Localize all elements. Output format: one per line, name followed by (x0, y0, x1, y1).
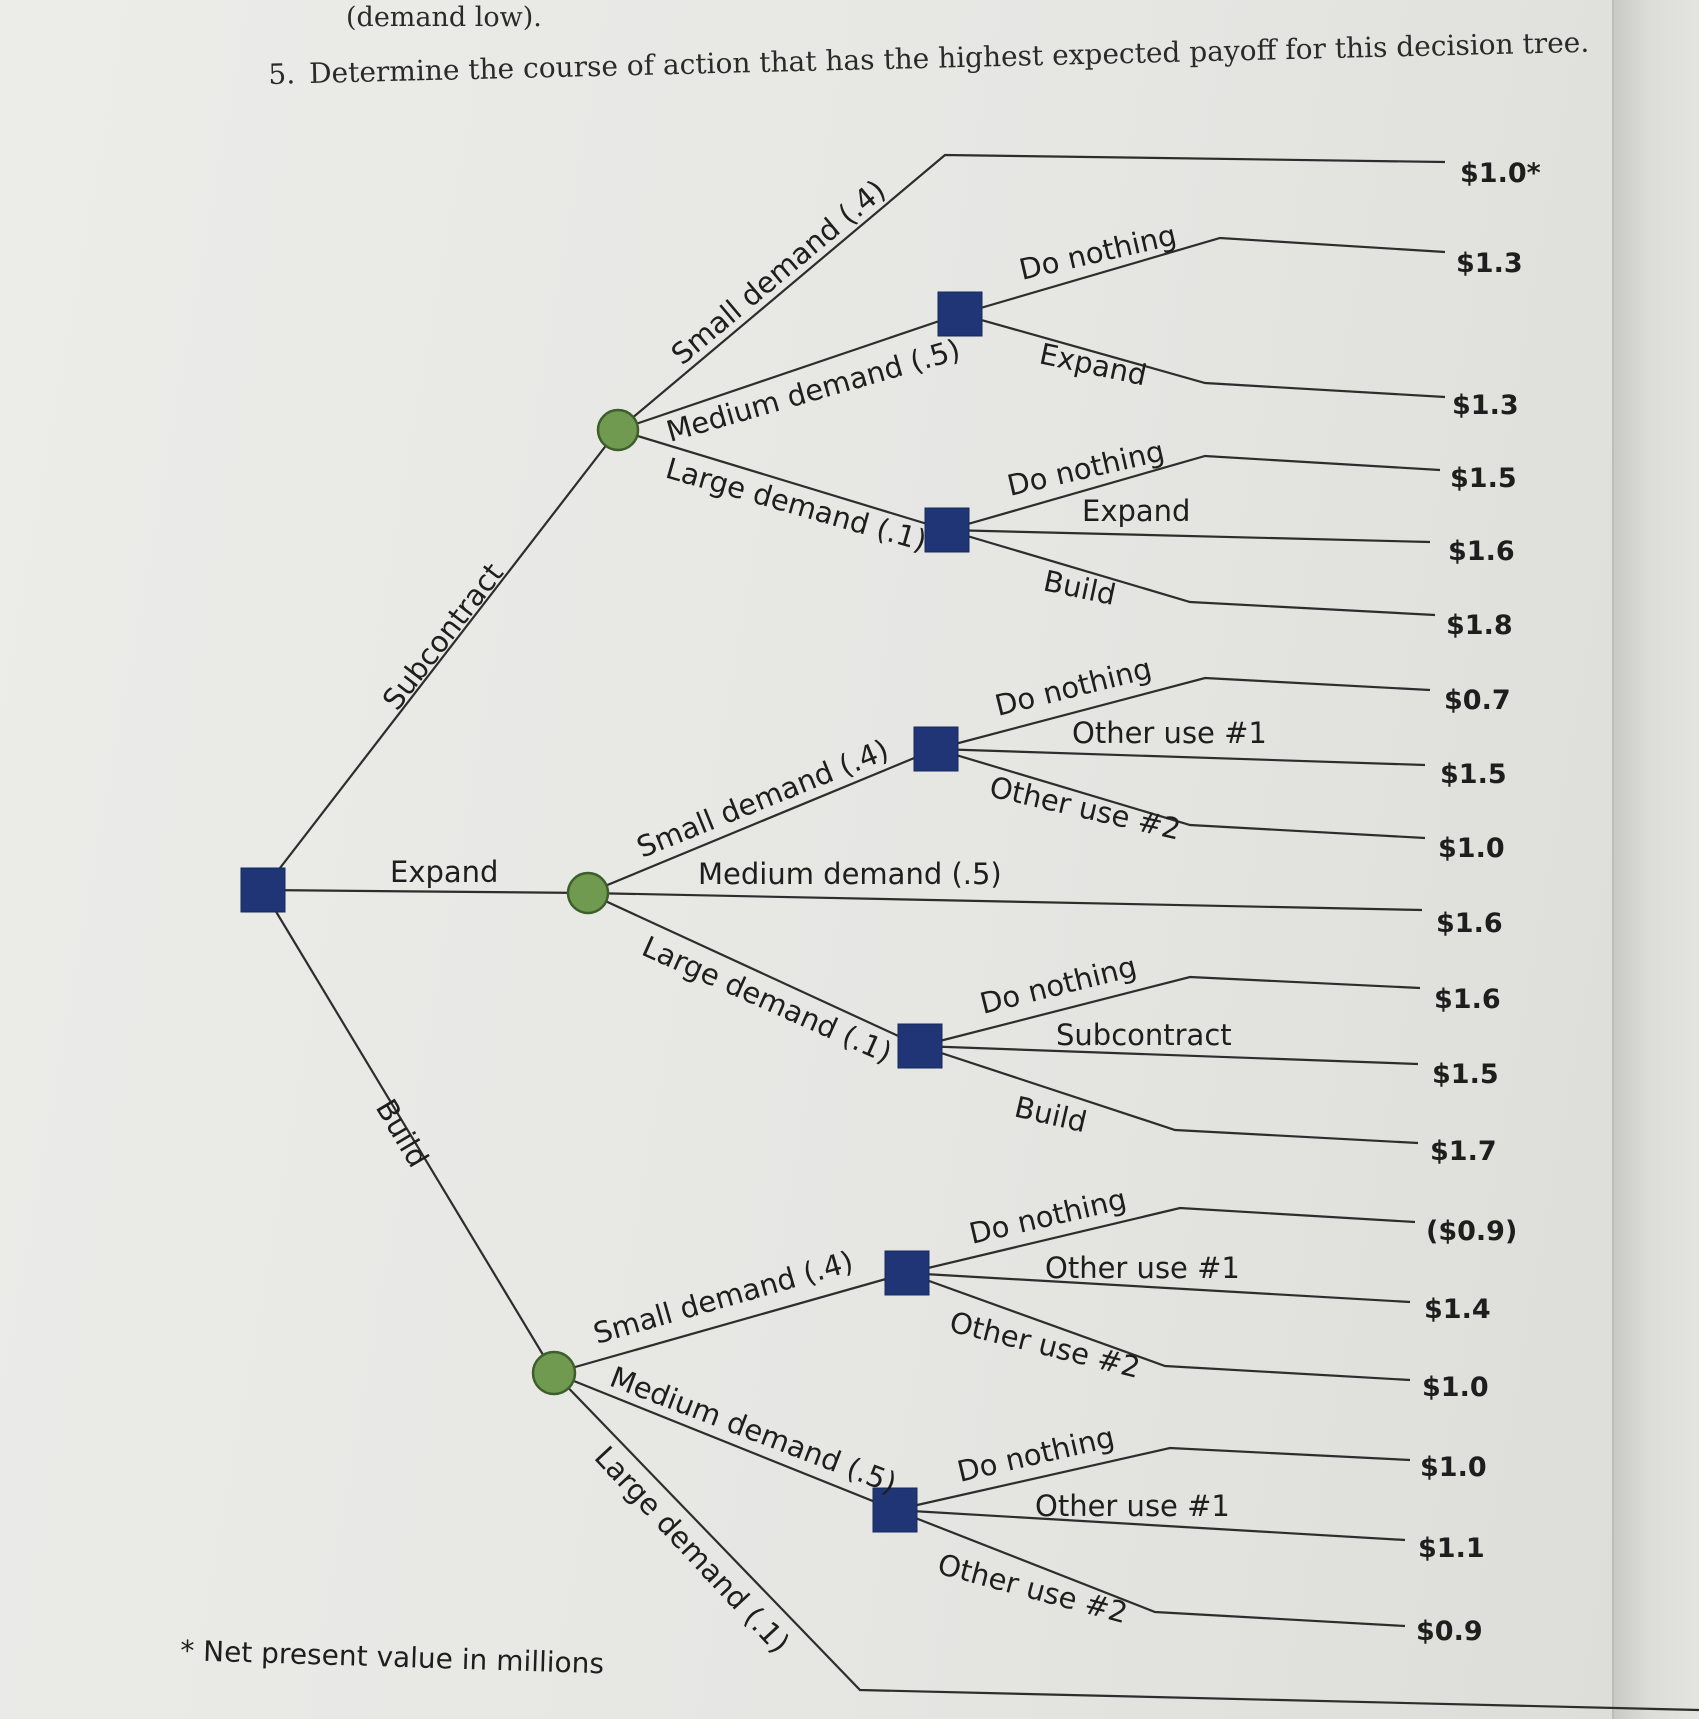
payoff-value: $1.5 (1432, 1059, 1499, 1090)
payoff-value: $1.1 (1418, 1533, 1485, 1564)
label-exp-large-build: Build (1011, 1089, 1091, 1140)
payoff-value: $1.8 (1446, 610, 1513, 641)
label-root-subcontract: Subcontract (375, 556, 510, 717)
previous-question-fragment: (demand low). (346, 2, 542, 33)
label-sub-large-build: Build (1040, 563, 1119, 612)
label-sub-med-donothing: Do nothing (1015, 217, 1180, 287)
label-bld-small-other2: Other use #2 (946, 1304, 1144, 1385)
payoff-value: ($0.9) (1426, 1216, 1518, 1247)
label-sub-medium: Medium demand (.5) (662, 332, 964, 449)
edge-bld-medium (554, 1373, 895, 1510)
sub-large-decision-node (925, 508, 969, 552)
build-chance-node (533, 1352, 575, 1394)
label-sub-large-donothing: Do nothing (1003, 433, 1168, 503)
label-bld-medium: Medium demand (.5) (605, 1359, 902, 1501)
edge-sub-large-build (947, 530, 1435, 615)
payoff-value: $1.3 (1452, 390, 1519, 421)
payoff-value: $1.0* (1460, 158, 1541, 189)
label-exp-large-subcontract: Subcontract (1056, 1018, 1232, 1052)
expand-chance-node (568, 873, 608, 913)
root-decision-node (241, 868, 285, 912)
bld-small-decision-node (885, 1251, 929, 1295)
payoff-value: $1.6 (1448, 536, 1515, 567)
edge-sub-large-expand (947, 530, 1430, 542)
payoff-value: $1.6 (1436, 908, 1503, 939)
exp-small-decision-node (914, 727, 958, 771)
label-sub-large-expand: Expand (1082, 494, 1191, 528)
payoff-value: $1.5 (1440, 759, 1507, 790)
payoff-value: $1.6 (1434, 984, 1501, 1015)
label-exp-small: Small demand (.4) (631, 732, 894, 865)
payoff-value: $0.7 (1444, 685, 1511, 716)
payoff-value: $1.0 (1438, 833, 1505, 864)
edge-sub-med-expand (960, 314, 1445, 397)
label-bld-large: Large demand (.1) (587, 1439, 797, 1660)
label-exp-medium: Medium demand (.5) (698, 857, 1002, 891)
label-sub-med-expand: Expand (1036, 336, 1150, 393)
label-bld-small-other1: Other use #1 (1045, 1251, 1240, 1285)
label-root-expand: Expand (390, 855, 499, 889)
edge-exp-large (588, 893, 920, 1046)
label-exp-small-other2: Other use #2 (986, 769, 1184, 847)
payoff-value: $1.0 (1422, 1372, 1489, 1403)
label-exp-small-other1: Other use #1 (1072, 716, 1267, 750)
sub-medium-decision-node (938, 292, 982, 336)
payoff-value: $0.9 (1416, 1616, 1483, 1647)
edge-exp-small-other1 (936, 749, 1425, 765)
label-bld-small-donothing: Do nothing (965, 1181, 1130, 1251)
exp-large-decision-node (898, 1024, 942, 1068)
label-root-build: Build (368, 1093, 436, 1174)
label-bld-small: Small demand (.4) (589, 1244, 857, 1351)
label-bld-med-donothing: Do nothing (953, 1419, 1118, 1489)
edge-root-expand (263, 890, 588, 893)
payoff-value: $1.3 (1456, 248, 1523, 279)
subcontract-chance-node (598, 410, 638, 450)
edge-exp-medium (588, 893, 1422, 910)
label-bld-med-other1: Other use #1 (1035, 1489, 1230, 1523)
payoff-value: $1.7 (1430, 1136, 1497, 1167)
label-bld-med-other2: Other use #2 (934, 1546, 1132, 1631)
question-text: Determine the course of action that has the highest expected payoff for this decision tree. (308, 25, 1590, 90)
label-exp-large: Large demand (.1) (637, 929, 898, 1070)
payoff-values (1416, 158, 1541, 1647)
label-sub-small: Small demand (.4) (664, 172, 893, 372)
payoff-value: $1.0 (1420, 1452, 1487, 1483)
label-sub-large: Large demand (.1) (662, 451, 931, 558)
question-number: 5. (268, 57, 296, 91)
footnote: * Net present value in millions (179, 1634, 605, 1681)
payoff-value: $1.5 (1450, 463, 1517, 494)
payoff-value: $1.4 (1424, 1294, 1491, 1325)
label-exp-large-donothing: Do nothing (976, 949, 1140, 1021)
label-exp-small-donothing: Do nothing (991, 651, 1155, 723)
